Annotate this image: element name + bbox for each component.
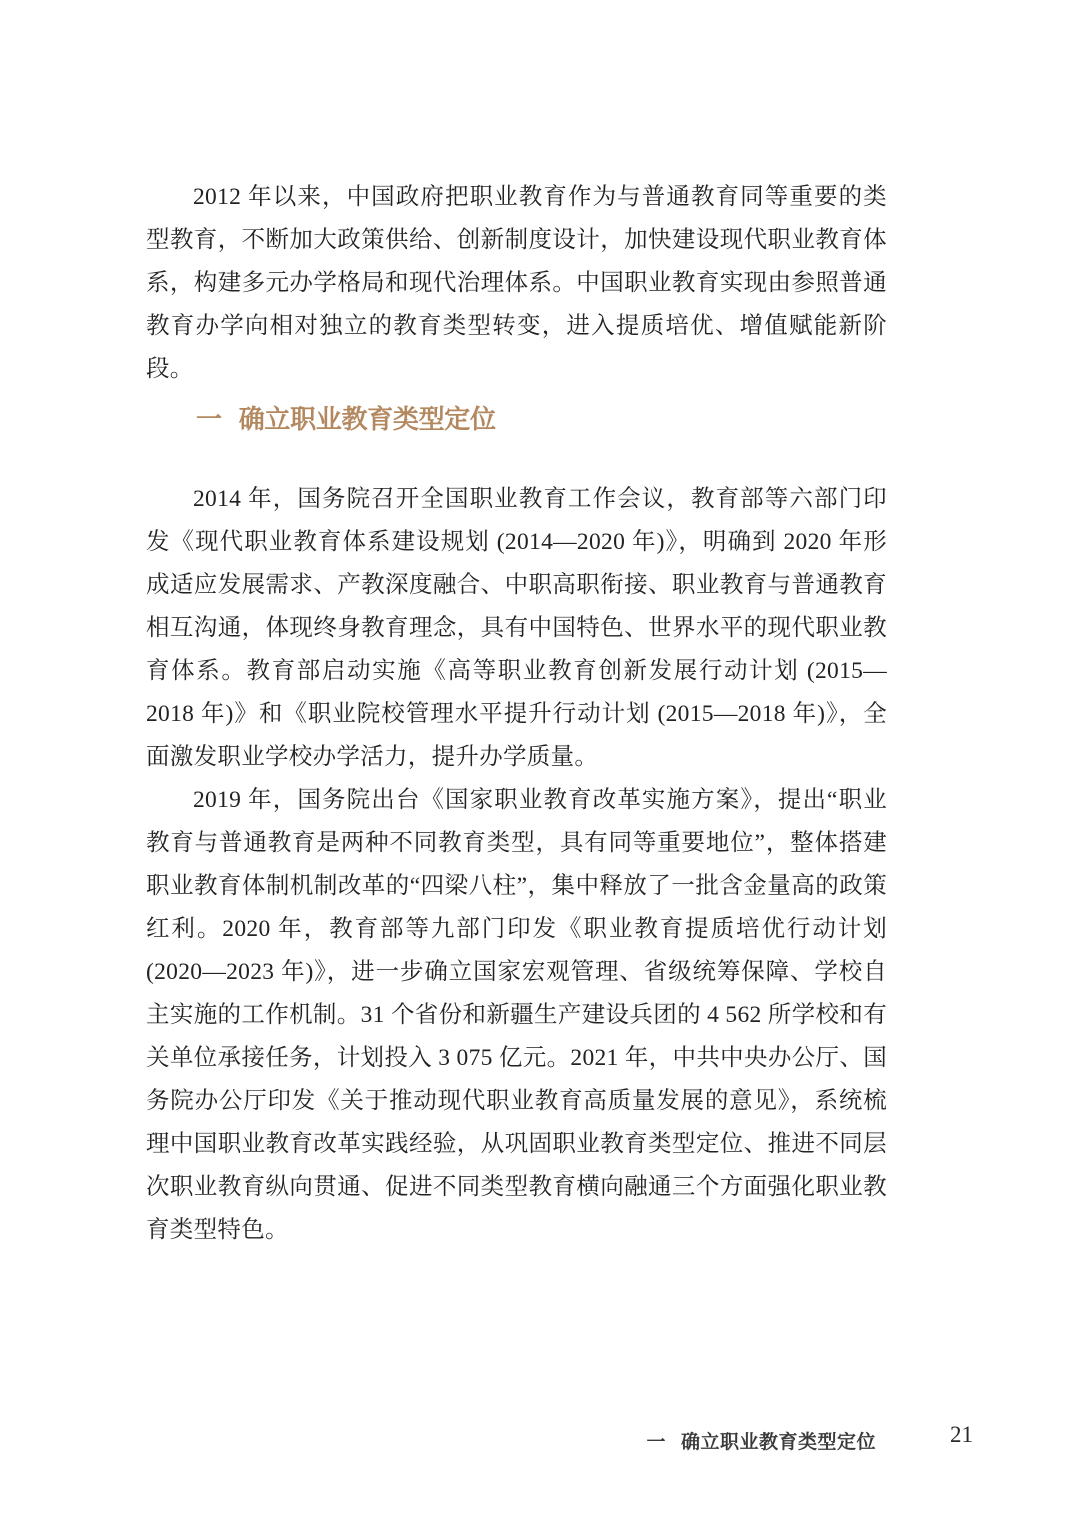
section-body [146, 478, 887, 1252]
section-heading-number: 一 [196, 405, 222, 434]
page-number: 21 [950, 1422, 973, 1447]
footer-section-label [646, 1427, 876, 1454]
body-paragraph: 2019 年，国务院出台《国家职业教育改革实施方案》，提出“职业教育与普通教育是两种不同教育类型，具有同等重要地位”，整体搭建职业教育体制机制改革的“四梁八柱”，集中释放了一批含金量高的政策红利。2020 年，教育部等九部门印发《职业教育提质培优行动计划 (2020—2023 年)》，进一步确立国家宏观管理、省级统筹保障、学校自主实施的工作机制。31 个省份和新疆生产建设兵团的 4 562 所学校和有关单位承接任务，计划投入 3 075 亿元。2021 年，中共中央办公厅、国务院办公厅印发《关于推动现代职业教育高质量发展的意见》，系统梳理中国职业教育改革实践经验，从巩固职业教育类型定位、推进不同层次职业教育纵向贯通、促进不同类型教育横向融通三个方面强化职业教育类型特色。 [146, 787, 887, 1243]
body-paragraph: 2014 年，国务院召开全国职业教育工作会议，教育部等六部门印发《现代职业教育体系建设规划 (2014—2020 年)》，明确到 2020 年形成适应发展需求、产教深度融合、中职高职衔接、职业教育与普通教育相互沟通，体现终身教育理念，具有中国特色、世界水平的现代职业教育体系。教育部启动实施《高等职业教育创新发展行动计划 (2015—2018 年)》和《职业院校管理水平提升行动计划 (2015—2018 年)》，全面激发职业学校办学活力，提升办学质量。 [146, 486, 887, 770]
intro-paragraph: 2012 年以来，中国政府把职业教育作为与普通教育同等重要的类型教育，不断加大政策供给、创新制度设计，加快建设现代职业教育体系，构建多元办学格局和现代治理体系。中国职业教育实现由参照普通教育办学向相对独立的教育类型转变，进入提质培优、增值赋能新阶段。 [146, 184, 887, 382]
section-heading [196, 399, 496, 436]
footer-section-title: 确立职业教育类型定位 [680, 1432, 876, 1453]
section-heading-title: 确立职业教育类型定位 [238, 405, 496, 434]
page-footer [0, 1420, 1083, 1456]
footer-section-number: 一 [646, 1432, 666, 1453]
